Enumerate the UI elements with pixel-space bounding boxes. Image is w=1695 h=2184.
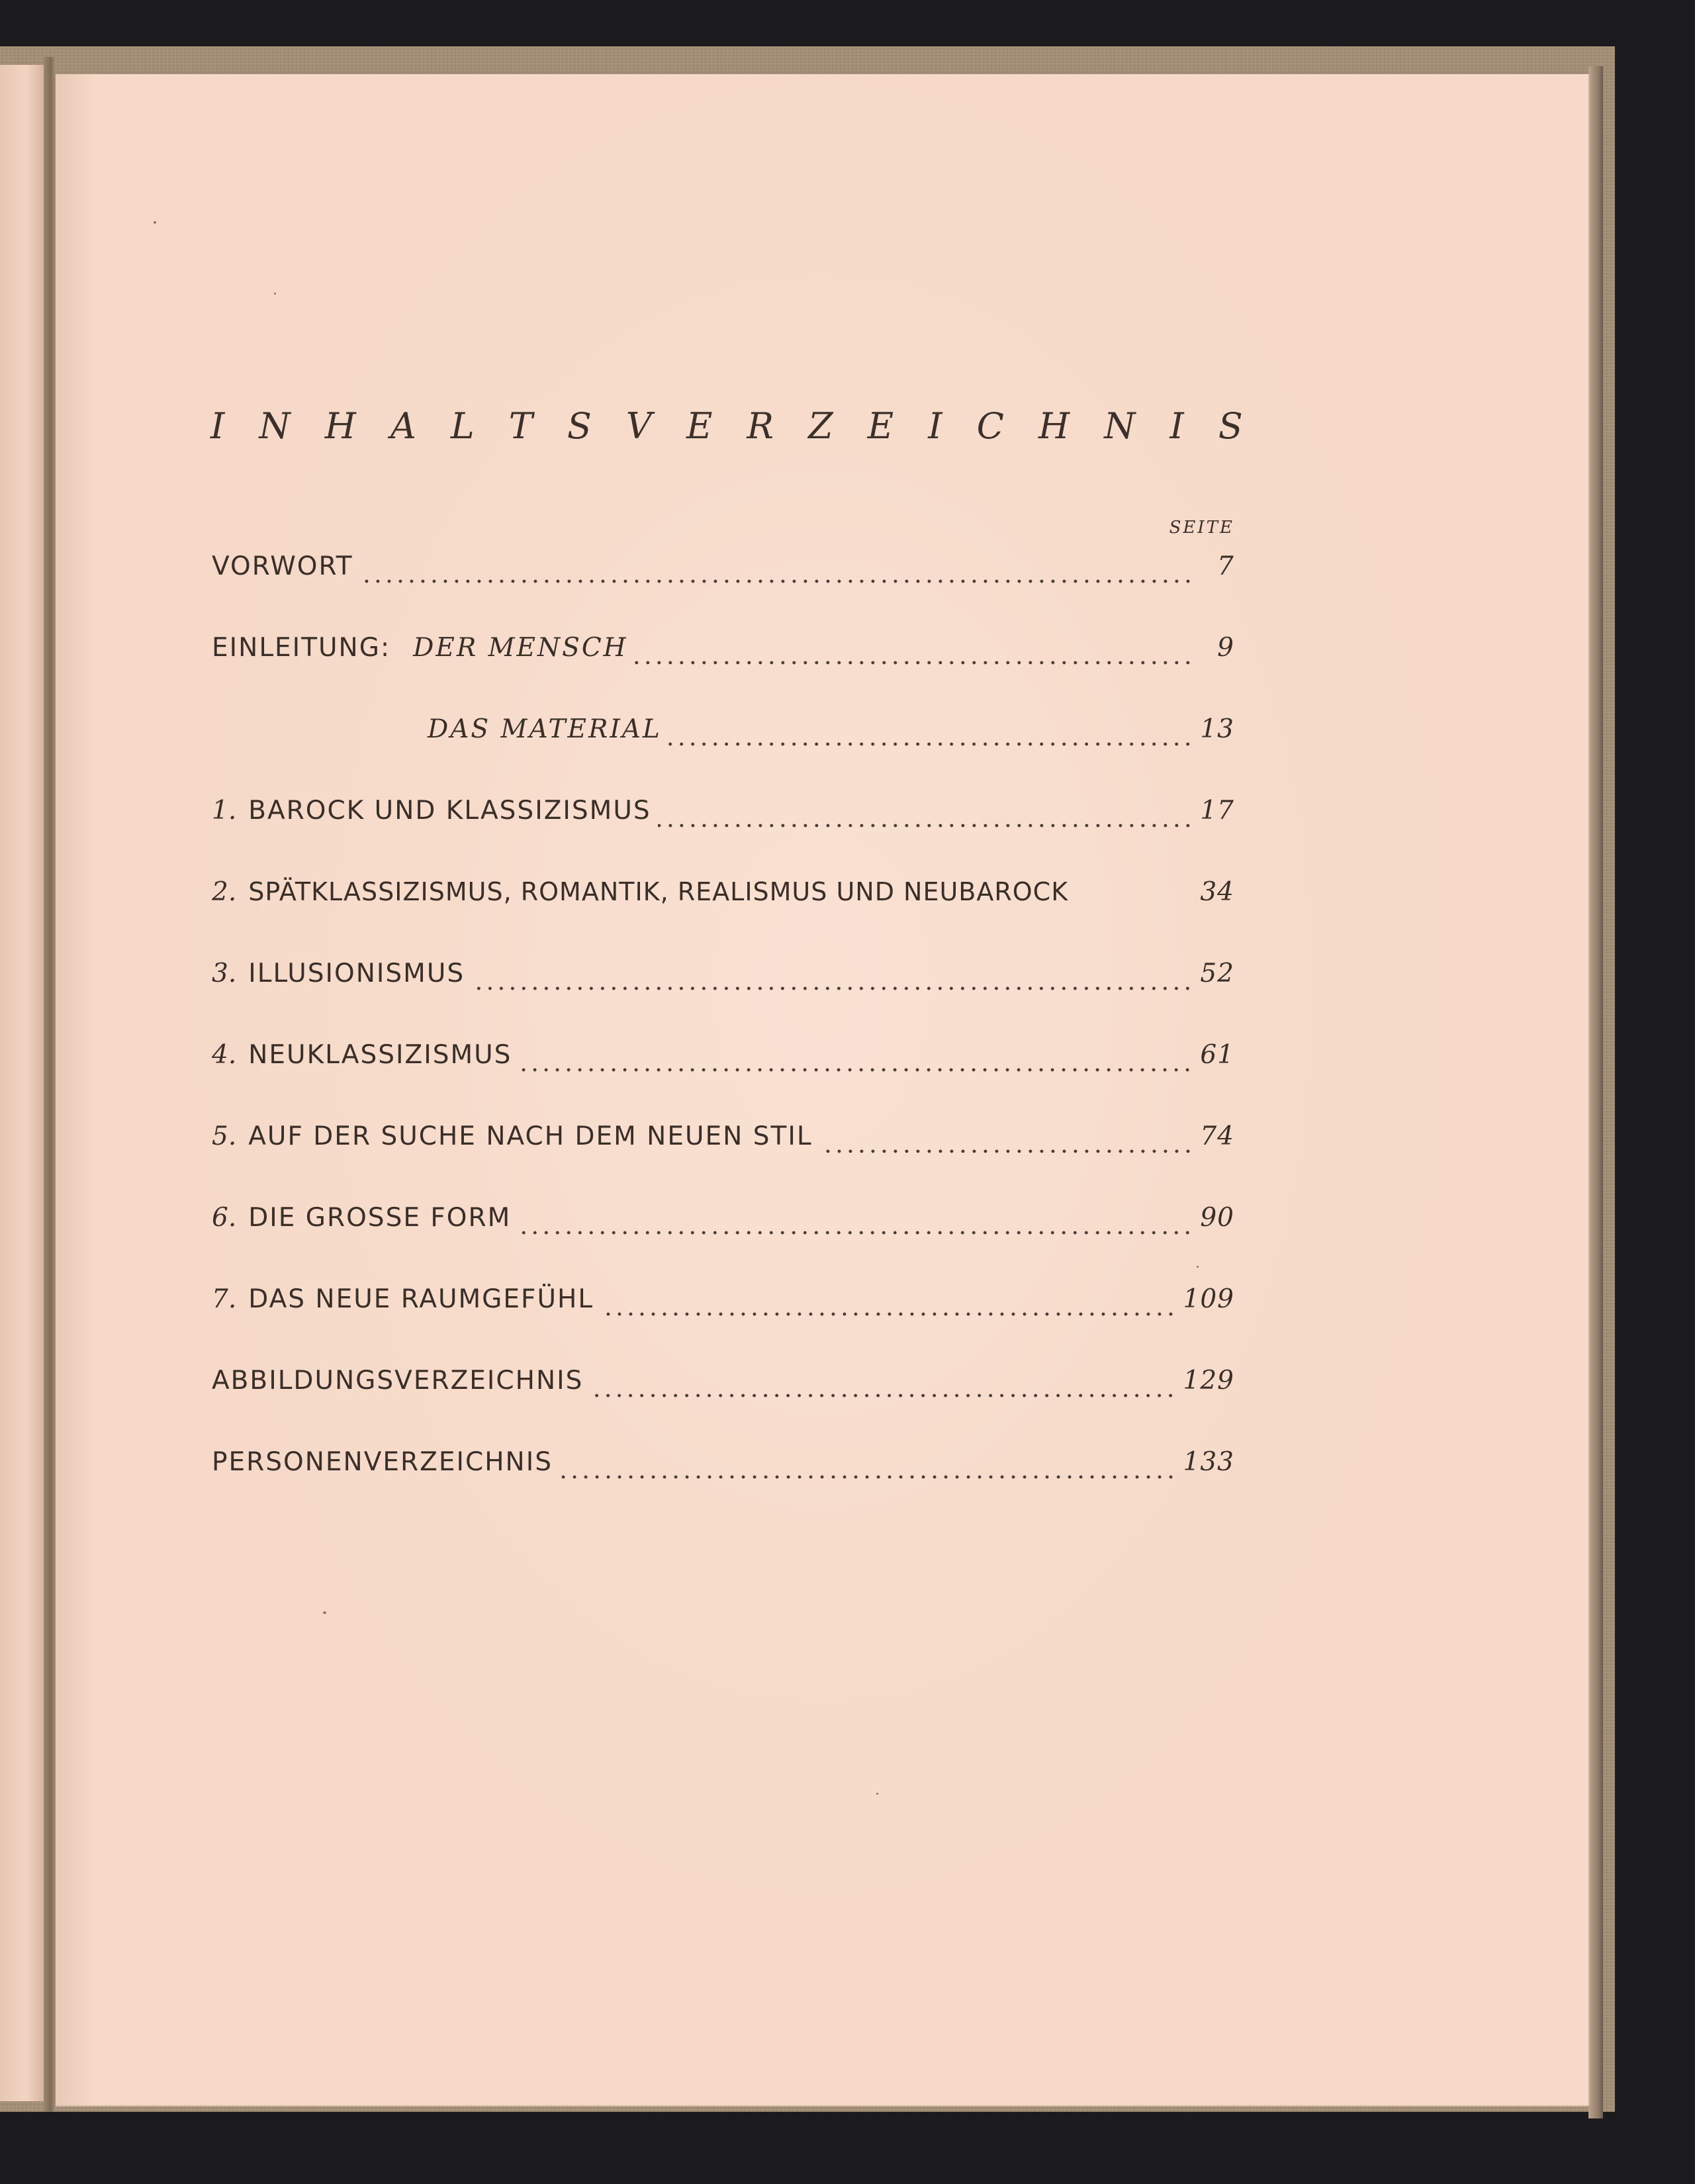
paper-speck [323, 1611, 326, 1614]
title-letter: S [1218, 405, 1243, 447]
toc-entry-label: ABBILDUNGSVERZEICHNIS [212, 1366, 584, 1396]
book-gutter [44, 57, 56, 2112]
toc-entry-page: 17 [1200, 796, 1234, 826]
toc-entry-page: 133 [1183, 1447, 1234, 1477]
dot-leader [819, 1149, 1193, 1153]
toc-entry-number: 1. [212, 796, 237, 826]
dot-leader [668, 742, 1193, 746]
toc-entry-chapter-3 [212, 959, 1234, 998]
toc-entry-label: DAS MATERIAL [428, 714, 662, 744]
toc-entry-page: 109 [1183, 1284, 1234, 1314]
toc-entry-label: NEUKLASSIZISMUS [248, 1040, 512, 1070]
toc-entry-personenverzeichnis [212, 1447, 1234, 1487]
title-letter: N [1104, 405, 1136, 447]
page-column-label: SEITE [1169, 518, 1234, 538]
toc-entry-label: AUF DER SUCHE NACH DEM NEUEN STIL [248, 1121, 813, 1151]
toc-entry-label: DAS NEUE RAUMGEFÜHL [248, 1284, 594, 1314]
dot-leader [600, 1312, 1176, 1316]
left-facing-page-edge [0, 65, 44, 2101]
dot-leader [518, 1231, 1193, 1235]
toc-entry-chapter-6 [212, 1203, 1234, 1243]
toc-entry-label: DER MENSCH [413, 633, 628, 663]
toc-entry-number: 7. [212, 1284, 237, 1314]
toc-entry-abbildungsverzeichnis [212, 1366, 1234, 1405]
title-letter: V [625, 405, 652, 447]
toc-entry-chapter-1 [212, 796, 1234, 835]
title-letter: Z [808, 405, 833, 447]
dot-leader [559, 1475, 1177, 1479]
dot-leader [518, 1068, 1193, 1072]
toc-entry-page: 129 [1183, 1366, 1234, 1396]
toc-entry-page: 7 [1217, 551, 1234, 581]
toc-entry-number: 4. [212, 1040, 237, 1070]
dot-leader [590, 1394, 1176, 1398]
book-page [56, 74, 1588, 2105]
dot-leader [360, 579, 1193, 583]
title-letter: R [747, 405, 774, 447]
toc-entry-number: 3. [212, 959, 237, 988]
toc-entry-page: 9 [1217, 633, 1234, 663]
title-letter: I [1169, 405, 1184, 447]
toc-entry-label: PERSONENVERZEICHNIS [212, 1447, 553, 1477]
toc-entry-chapter-2 [212, 877, 1234, 917]
toc-entry-label: VORWORT [212, 551, 353, 581]
toc-entry-page: 52 [1200, 959, 1234, 988]
title-letter: S [567, 405, 592, 447]
paper-speck [154, 221, 156, 224]
toc-entry-number: 6. [212, 1203, 237, 1233]
toc-entry-vorwort [212, 551, 1234, 591]
toc-entry-page: 90 [1200, 1203, 1234, 1233]
toc-entry-das-material [212, 714, 1234, 754]
title-letter: T [508, 405, 533, 447]
dot-leader [658, 824, 1193, 828]
title-letter: N [259, 405, 291, 447]
paper-speck [876, 1793, 878, 1795]
toc-entry-einleitung [212, 633, 1234, 673]
toc-entry-prefix: EINLEITUNG: [212, 633, 391, 663]
toc-entry-label: ILLUSIONISMUS [248, 959, 465, 988]
toc-entry-label: SPÄTKLASSIZISMUS, ROMANTIK, REALISMUS UND NEUBAROCK [248, 877, 1069, 906]
title-letter: C [976, 405, 1004, 447]
page-fore-edge [1588, 66, 1603, 2118]
title-letter: L [450, 405, 475, 447]
title-letter: E [686, 405, 713, 447]
title-letter: A [390, 405, 416, 447]
title-letter: H [1038, 405, 1070, 447]
paper-speck [1197, 1266, 1199, 1268]
toc-entry-chapter-5 [212, 1121, 1234, 1161]
toc-entry-number: 5. [212, 1121, 237, 1151]
title-letter: E [867, 405, 894, 447]
title-letter: H [324, 405, 356, 447]
toc-entry-page: 74 [1200, 1121, 1234, 1151]
contents-title [210, 405, 1243, 447]
dot-leader [635, 661, 1193, 665]
toc-entry-page: 13 [1200, 714, 1234, 744]
toc-entry-label: DIE GROSSE FORM [248, 1203, 512, 1233]
toc-entry-number: 2. [212, 877, 237, 907]
title-letter: I [210, 405, 225, 447]
toc-entry-chapter-7 [212, 1284, 1234, 1324]
toc-entry-page: 34 [1200, 877, 1234, 907]
dot-leader [471, 986, 1193, 990]
paper-speck [274, 293, 276, 295]
title-letter: I [928, 405, 942, 447]
toc-entry-label: BAROCK UND KLASSIZISMUS [248, 796, 651, 826]
toc-entry-chapter-4 [212, 1040, 1234, 1080]
toc-entry-page: 61 [1200, 1040, 1234, 1070]
